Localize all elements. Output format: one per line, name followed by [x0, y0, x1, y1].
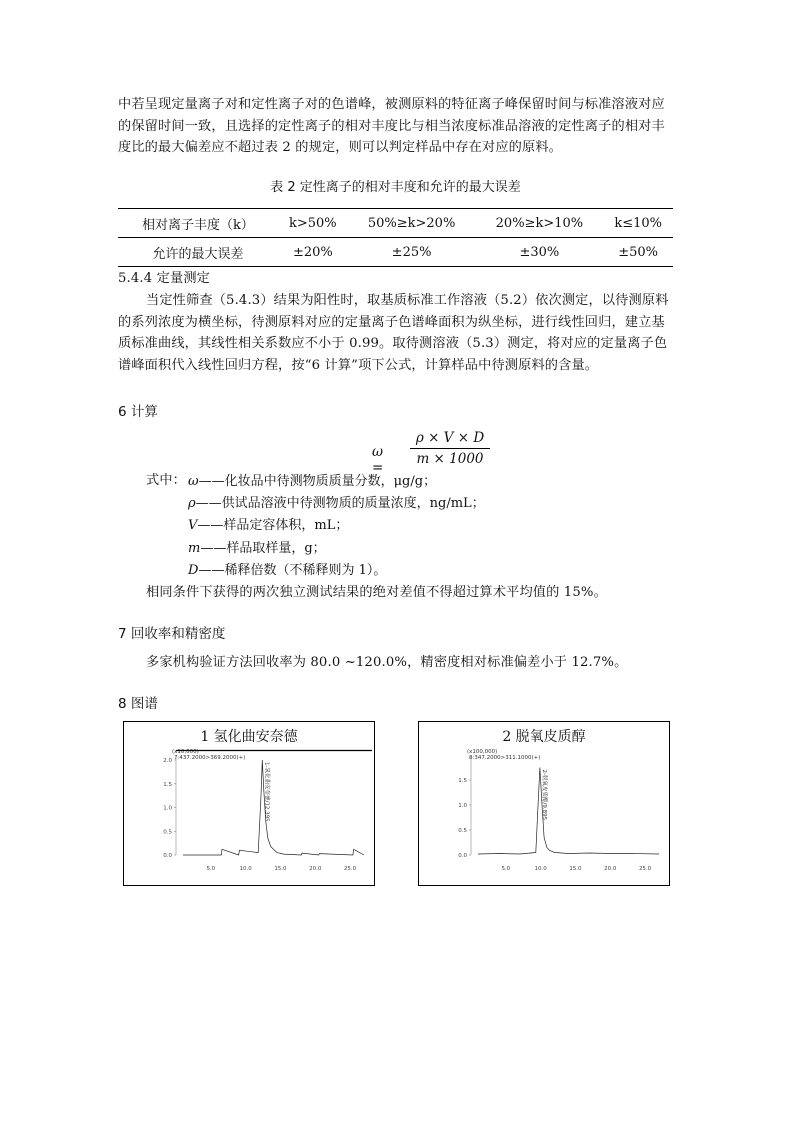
section-7-heading: 7 回收率和精密度 [118, 626, 226, 642]
chromatogram-2 [419, 722, 669, 885]
abundance-tolerance-table [118, 208, 673, 267]
peak-label: 1-氢化曲安奈德/12.395 [263, 762, 270, 822]
variable-symbol: V [188, 518, 198, 533]
chromatogram-1-title: 1 氢化曲安奈德 [200, 729, 298, 745]
variable-description: ——供试品溶液中待测物质的质量浓度，ng/mL； [195, 496, 485, 511]
chromatogram-2-title: 2 脱氧皮质醇 [502, 729, 586, 745]
table-row [118, 209, 673, 238]
section-5-4-4-text: 当定性筛查（5.4.3）结果为阳性时，取基质标准工作溶液（5.2）依次测定，以待测原料的系列浓度为横坐标，待测原料对应的定量离子色谱峰面积为纵坐标，进行线性回归，建立基质标准曲线，其线性相关系数应不小于 0.99。取待测溶液（5.3）测定，将对应的定量离子色谱峰面积代入线性回归方程，按“6 计算”项下公式，计算样品中待测原料的含量。 [118, 293, 669, 373]
x-tick-label: 20.0 [604, 866, 617, 872]
scale-label: (x100,000) [467, 749, 498, 755]
table-cell: ±30% [475, 238, 603, 267]
variable-description: ——样品取样量，g； [200, 541, 326, 556]
x-tick-label: 15.0 [569, 866, 582, 872]
variable-d [188, 559, 386, 578]
formula-lhs: ω = [372, 444, 384, 476]
x-tick-label: 20.0 [309, 866, 322, 872]
y-tick-label: 2.0 [163, 758, 172, 764]
table-2-title: 表 2 定性离子的相对丰度和允许的最大误差 [270, 180, 521, 195]
variable-omega [188, 470, 436, 489]
table-cell: 20%≥k>10% [475, 209, 603, 238]
y-tick-label: 0.0 [163, 853, 172, 859]
chromatogram-1-box [123, 721, 375, 886]
table-row-label: 允许的最大误差 [118, 238, 278, 267]
x-tick-label: 25.0 [638, 866, 652, 872]
table-cell: 50%≥k>20% [348, 209, 476, 238]
variable-description: ——稀释倍数（不稀释则为 1）。 [198, 563, 387, 578]
variable-symbol: D [188, 563, 199, 578]
table-row-label: 相对离子丰度（k） [118, 209, 278, 238]
variable-symbol: m [188, 541, 201, 556]
x-tick-label: 5.0 [206, 866, 216, 872]
section-6-note: 相同条件下获得的两次独立测试结果的绝对差值不得超过算术平均值的 15%。 [146, 585, 607, 600]
section-8-heading: 8 图谱 [118, 696, 158, 712]
chromatogram-1 [124, 722, 374, 885]
y-tick-label: 1.0 [163, 805, 172, 812]
where-prefix: 式中： [146, 473, 187, 488]
x-tick-label: 5.0 [501, 866, 511, 872]
variable-rho [188, 492, 485, 511]
table-cell: k≤10% [603, 209, 673, 238]
variable-description: ——化妆品中待测物质质量分数，μg/g； [198, 474, 437, 489]
variable-symbol: ρ [188, 496, 196, 511]
y-tick-label: 0.0 [458, 853, 467, 859]
x-tick-label: 25.0 [343, 866, 357, 872]
trace-label: 8:347.2000>311.1000(+) [469, 755, 541, 761]
variable-v [188, 514, 348, 533]
variable-m [188, 537, 326, 556]
table-cell: ±20% [278, 238, 348, 267]
intro-paragraph: 中若呈现定量离子对和定性离子对的色谱峰，被测原料的特征离子峰保留时间与标准溶液对应的保留时间一致，且选择的定性离子的相对丰度比与相当浓度标准品溶液的定性离子的相对丰度比的最大偏差应不超过表 2 的规定，则可以判定样品中存在对应的原料。 [118, 97, 665, 155]
x-tick-label: 10.0 [239, 866, 252, 872]
trace-label: 7:437.2000>369.2000(+) [174, 755, 246, 761]
variable-symbol: ω [188, 474, 199, 489]
section-6-heading: 6 计算 [118, 404, 158, 420]
y-tick-label: 1.5 [458, 778, 467, 784]
y-tick-label: 1.0 [458, 803, 467, 809]
y-tick-label: 0.5 [163, 829, 172, 836]
formula-denominator: m × 1000 [416, 451, 484, 467]
variable-description: ——样品定容体积，mL； [197, 518, 349, 533]
x-tick-label: 10.0 [534, 866, 547, 872]
formula-numerator: ρ × V × D [410, 430, 490, 449]
table-cell: ±25% [348, 238, 476, 267]
peak-label: 2-脱氧皮质醇/9.895 [540, 769, 547, 821]
chromatogram-trace [183, 760, 364, 855]
section-7-text: 多家机构验证方法回收率为 80.0 ~120.0%，精密度相对标准偏差小于 12.7%。 [146, 655, 628, 670]
table-cell: ±50% [603, 238, 673, 267]
y-tick-label: 1.5 [163, 781, 172, 788]
table-row [118, 238, 673, 267]
section-5-4-4-heading: 5.4.4 定量测定 [118, 271, 210, 286]
x-tick-label: 15.0 [274, 866, 287, 872]
scale-label: (x10,000) [172, 749, 199, 755]
chromatogram-2-box [418, 721, 670, 886]
y-tick-label: 0.5 [458, 828, 467, 834]
table-cell: k>50% [278, 209, 348, 238]
chromatogram-trace [478, 768, 659, 855]
formula-fraction [410, 430, 490, 467]
